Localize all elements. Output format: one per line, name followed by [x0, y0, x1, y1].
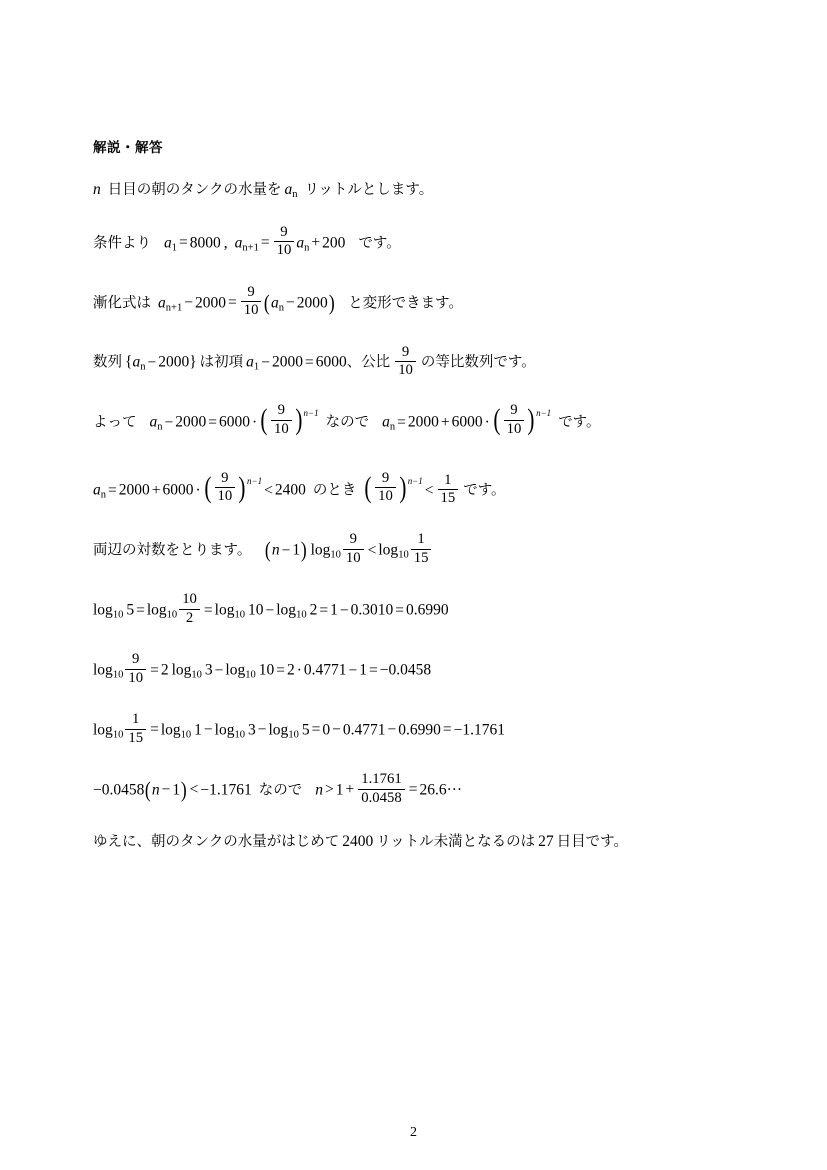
ellipsis: ··· [446, 781, 463, 799]
log-argument-10: 10 [248, 601, 264, 619]
subscript-n: n [278, 302, 284, 314]
variable-n: n [271, 541, 280, 559]
equals-sign-3: = [369, 661, 378, 679]
fraction-denominator: 10 [398, 362, 413, 379]
text-so: なので [325, 414, 370, 431]
value-8000: 8000 [189, 234, 221, 252]
cdot: · [195, 481, 201, 499]
label-recurrence: 漸化式は [93, 295, 151, 312]
paren-open-big: ( [260, 403, 268, 436]
value-2000: 2000 [118, 481, 150, 499]
log-argument-3: 3 [204, 661, 213, 679]
variable-a1: a [164, 234, 172, 252]
fraction-9-10 [215, 471, 236, 505]
variable-n: n [151, 781, 160, 799]
value-2000: 2000 [158, 354, 190, 371]
equals-sign: = [304, 354, 314, 371]
exponent-n-minus-1-2: n−1 [407, 475, 423, 486]
equals-sign: = [150, 661, 159, 679]
paren-close-big: ) [399, 471, 407, 504]
minus-sign-4: − [387, 721, 397, 739]
variable-a-np1: a [234, 234, 243, 252]
value-2000: 2000 [175, 413, 207, 431]
log-argument-10: 10 [258, 661, 275, 679]
text-desu: です。 [358, 235, 401, 252]
text-when: のとき [312, 482, 357, 499]
fraction-1-15 [125, 712, 146, 746]
statement-line-log9over10 [93, 651, 738, 688]
paren-close: ) [328, 289, 335, 315]
minus-sign: − [265, 601, 275, 619]
equals-sign-2: = [276, 661, 285, 679]
value-neg-1-1761: −1.1761 [453, 721, 505, 739]
variable-a: a [284, 181, 293, 199]
subscript-1: 1 [171, 242, 178, 254]
fraction-10-2 [179, 592, 200, 626]
statement-line-log1over15 [93, 711, 738, 748]
log-operator-4: log [276, 601, 297, 619]
fraction-9-10 [274, 225, 295, 259]
statement-line-definition [93, 182, 738, 200]
value-2000-b: 2000 [296, 294, 328, 312]
log-operator-2: log [378, 541, 399, 559]
fraction-numerator: 1 [132, 711, 140, 728]
paren-close: ) [180, 777, 187, 803]
fraction-9-10 [125, 652, 146, 686]
fraction-numerator: 9 [280, 223, 288, 240]
variable-n: n [93, 181, 101, 199]
minus-sign: − [184, 294, 193, 312]
text-so: なので [258, 782, 303, 799]
japanese-comma: 、 [346, 355, 362, 371]
exponent-n-minus-1-2: n−1 [536, 407, 552, 418]
log-operator-3: log [214, 721, 235, 739]
variable-a-n: a [93, 481, 101, 499]
log-base-10: 10 [112, 669, 124, 681]
plus-sign: + [311, 234, 321, 252]
log-operator-2: log [171, 661, 192, 679]
minus-sign-2: − [257, 721, 267, 739]
value-neg-1-1761: −1.1761 [200, 781, 252, 799]
power-group [259, 402, 319, 439]
fraction-denominator: 10 [378, 488, 393, 505]
equals-sign-2: = [311, 721, 321, 739]
fraction-numerator: 9 [132, 651, 140, 668]
page-number: 2 [410, 1125, 417, 1140]
log-operator-4: log [268, 721, 289, 739]
value-0-6990: 0.6990 [405, 601, 449, 619]
log-base-10-2: 10 [398, 549, 409, 561]
fraction-denominator: 15 [413, 549, 429, 566]
subscript-n-2: n [389, 421, 396, 433]
log-base-10-3: 10 [234, 609, 245, 621]
value-neg-0-0458: −0.0458 [379, 661, 432, 679]
paren-open-big: ( [204, 471, 212, 504]
log-argument-3: 3 [248, 721, 256, 739]
equals-sign-3: = [442, 721, 452, 739]
fraction-denominator: 0.0458 [361, 789, 402, 806]
fraction-9-10 [343, 532, 364, 566]
value-26-6: 26.6 [419, 781, 447, 799]
power-group [203, 469, 263, 507]
value-2000-b: 2000 [271, 354, 303, 371]
equals-sign-2: = [397, 413, 406, 431]
text-definition-a: 日目の朝のタンクの水量を [107, 182, 282, 199]
equals-sign: = [408, 781, 418, 799]
paren-close-big: ) [295, 403, 303, 436]
value-0-4771: 0.4771 [342, 721, 386, 739]
log-argument-1: 1 [194, 721, 202, 739]
subscript-1: 1 [253, 361, 260, 373]
log-base-10-3: 10 [245, 669, 256, 681]
paren-open: ( [145, 777, 152, 803]
value-1: 1 [330, 601, 338, 619]
fraction-numerator: 9 [510, 402, 518, 419]
subscript-n: n [157, 421, 163, 433]
paren-open: ( [264, 289, 271, 315]
equals-sign-2: = [260, 234, 270, 252]
brace-close: } [189, 354, 197, 371]
equals-sign: = [108, 481, 117, 499]
fraction-1-15 [411, 532, 432, 566]
fraction-9-10 [241, 285, 262, 319]
fraction-1-1761-over-0-0458 [358, 772, 404, 806]
exponent-n-minus-1: n−1 [303, 407, 319, 418]
coefficient-2: 2 [160, 661, 169, 679]
variable-n-2: n [315, 781, 323, 799]
value-6000: 6000 [315, 354, 347, 371]
minus-sign: − [203, 721, 213, 739]
text-conclusion-b: リットル未満となるのは [376, 833, 536, 850]
equals-sign: = [136, 601, 145, 619]
log-base-10-2: 10 [180, 729, 192, 741]
value-2400: 2400 [342, 832, 374, 850]
equals-sign: = [208, 413, 218, 431]
log-base-10: 10 [330, 549, 341, 561]
minus-sign-2: − [339, 601, 349, 619]
log-argument-5: 5 [126, 601, 135, 619]
statement-line-log5 [93, 591, 738, 628]
minus-sign: − [161, 781, 171, 799]
cdot: · [252, 413, 258, 431]
subscript-n: n [292, 189, 298, 201]
value-0-4771: 0.4771 [303, 661, 347, 679]
value-2000-b: 2000 [407, 413, 439, 431]
statement-line-conclusion [93, 834, 738, 850]
coefficient-neg-0-0458: −0.0458 [93, 781, 145, 799]
text-geometric-suffix: の等比数列です。 [420, 355, 536, 371]
greater-than-sign: > [324, 781, 334, 799]
minus-sign-2: − [261, 354, 270, 371]
fraction-denominator: 10 [276, 242, 292, 259]
statement-line-solve-n [93, 771, 738, 808]
log-operator-2: log [146, 601, 167, 619]
fraction-denominator: 10 [274, 420, 289, 437]
statement-line-inequality [93, 469, 738, 508]
subscript-n: n [100, 489, 107, 501]
statement-line-take-log [93, 531, 738, 568]
log-base-10: 10 [112, 609, 124, 621]
fraction-denominator: 10 [506, 420, 522, 437]
log-operator: log [93, 721, 113, 739]
value-6000: 6000 [162, 481, 194, 499]
minus-sign: − [214, 661, 224, 679]
variable-a-n: a [149, 413, 158, 431]
minus-sign-2: − [285, 294, 295, 312]
fraction-numerator: 1 [444, 471, 452, 488]
value-1: 1 [172, 781, 181, 799]
cdot-2: · [484, 413, 490, 431]
log-argument-2: 2 [309, 601, 318, 619]
label-take-logarithm: 両辺の対数をとります。 [93, 542, 252, 559]
fraction-numerator: 9 [349, 531, 357, 548]
fraction-denominator: 10 [128, 669, 144, 686]
variable-a-n-2: a [382, 413, 390, 431]
less-than-sign: < [189, 781, 199, 799]
fraction-numerator: 1 [417, 531, 425, 548]
brace-open: { [125, 354, 133, 371]
coefficient-2-b: 2 [287, 661, 295, 679]
text-definition-b: リットルとします。 [304, 182, 434, 199]
minus-sign: − [281, 541, 291, 559]
label-conditions: 条件より [93, 235, 151, 252]
fraction-numerator: 9 [401, 343, 410, 360]
value-2000: 2000 [194, 294, 226, 312]
paren-open-big: ( [493, 403, 501, 436]
paren-open-big: ( [364, 471, 372, 504]
fraction-denominator: 10 [217, 488, 233, 505]
less-than-sign-2: < [424, 481, 434, 499]
text-conclusion-c: 日目です。 [556, 833, 628, 850]
plus-sign: + [440, 413, 450, 431]
subscript-n-plus-1: n+1 [165, 302, 183, 314]
fraction-9-10 [271, 403, 292, 437]
log-operator: log [93, 661, 113, 679]
label-sequence: 数列 [93, 355, 122, 371]
value-27: 27 [538, 832, 554, 850]
log-operator: log [310, 541, 331, 559]
section-heading: 解説・解答 [93, 140, 163, 156]
fraction-9-10-b [504, 403, 525, 437]
log-base-10-3: 10 [234, 729, 245, 741]
text-desu: です。 [558, 414, 601, 431]
text-transform: と変形できます。 [348, 295, 464, 312]
variable-a-n: a [132, 354, 141, 371]
value-6000: 6000 [219, 413, 251, 431]
value-2400: 2400 [274, 481, 306, 499]
fraction-denominator: 15 [128, 729, 144, 746]
subscript-n: n [140, 361, 146, 373]
fraction-numerator: 10 [182, 591, 197, 608]
fraction-denominator: 15 [440, 489, 456, 506]
paren-open: ( [265, 537, 272, 563]
statement-line-geometric-sequence [93, 343, 738, 380]
log-base-10-4: 10 [288, 729, 299, 741]
fraction-1-15 [438, 473, 459, 507]
variable-a-np1: a [158, 294, 166, 312]
equals-sign: = [179, 234, 188, 252]
equals-sign-3: = [319, 601, 329, 619]
less-than-sign: < [264, 481, 273, 499]
value-0-3010: 0.3010 [350, 601, 394, 619]
fraction-denominator: 2 [185, 609, 194, 626]
label-therefore: よって [93, 414, 137, 431]
log-operator-3: log [225, 661, 246, 679]
value-1-b: 1 [335, 781, 344, 799]
text-desu: です。 [463, 482, 506, 499]
log-base-10-2: 10 [191, 669, 202, 681]
variable-a-n: a [270, 294, 279, 312]
plus-sign: + [345, 781, 355, 799]
plus-sign: + [151, 481, 161, 499]
minus-sign-3: − [332, 721, 341, 739]
log-base-10: 10 [112, 729, 124, 741]
value-0: 0 [322, 721, 331, 739]
less-than-sign: < [367, 541, 377, 559]
statement-line-recurrence [93, 283, 738, 321]
paren-close-big: ) [238, 471, 246, 504]
statement-line-general-term [93, 402, 738, 440]
fraction-numerator: 1.1761 [361, 771, 402, 788]
log-operator-2: log [160, 721, 181, 739]
variable-a-n: a [296, 234, 305, 252]
subscript-n-2: n [304, 242, 310, 254]
document-body [93, 140, 738, 875]
log-operator: log [93, 601, 113, 619]
text-conclusion-a: ゆえに、朝のタンクの水量がはじめて [93, 833, 340, 850]
equals-sign: = [150, 721, 159, 739]
fraction-denominator: 10 [243, 302, 259, 319]
statement-line-conditions [93, 223, 738, 261]
fraction-denominator: 10 [345, 549, 361, 566]
label-common-ratio: 公比 [361, 355, 391, 371]
fraction-numerator: 9 [277, 402, 286, 419]
log-operator-3: log [214, 601, 235, 619]
minus-sign: − [147, 354, 157, 371]
equals-sign-2: = [203, 601, 213, 619]
equals-sign-4: = [395, 601, 404, 619]
minus-sign: − [164, 413, 174, 431]
variable-a1: a [246, 354, 254, 371]
fraction-numerator: 9 [221, 469, 229, 486]
minus-sign-2: − [348, 661, 358, 679]
log-argument-5: 5 [301, 721, 310, 739]
fraction-numerator: 9 [247, 283, 255, 300]
value-200: 200 [322, 234, 346, 252]
fraction-9-10 [395, 345, 416, 379]
cdot: · [296, 661, 302, 679]
log-base-10-2: 10 [166, 609, 178, 621]
power-group-2 [363, 469, 423, 507]
equals-sign: = [227, 294, 237, 312]
value-6000-b: 6000 [451, 413, 483, 431]
power-group-2 [492, 402, 552, 439]
fraction-9-10-b [375, 471, 396, 505]
text-first-term: は初項 [199, 355, 244, 371]
log-base-10-4: 10 [296, 609, 307, 621]
comma: , [223, 234, 228, 252]
paren-close-big: ) [527, 403, 535, 436]
paren-close: ) [300, 537, 307, 563]
exponent-n-minus-1: n−1 [247, 475, 263, 486]
value-1: 1 [292, 541, 301, 559]
fraction-numerator: 9 [381, 469, 390, 486]
value-1: 1 [359, 661, 368, 679]
subscript-n-plus-1: n+1 [242, 242, 259, 254]
value-0-6990: 0.6990 [398, 721, 441, 739]
